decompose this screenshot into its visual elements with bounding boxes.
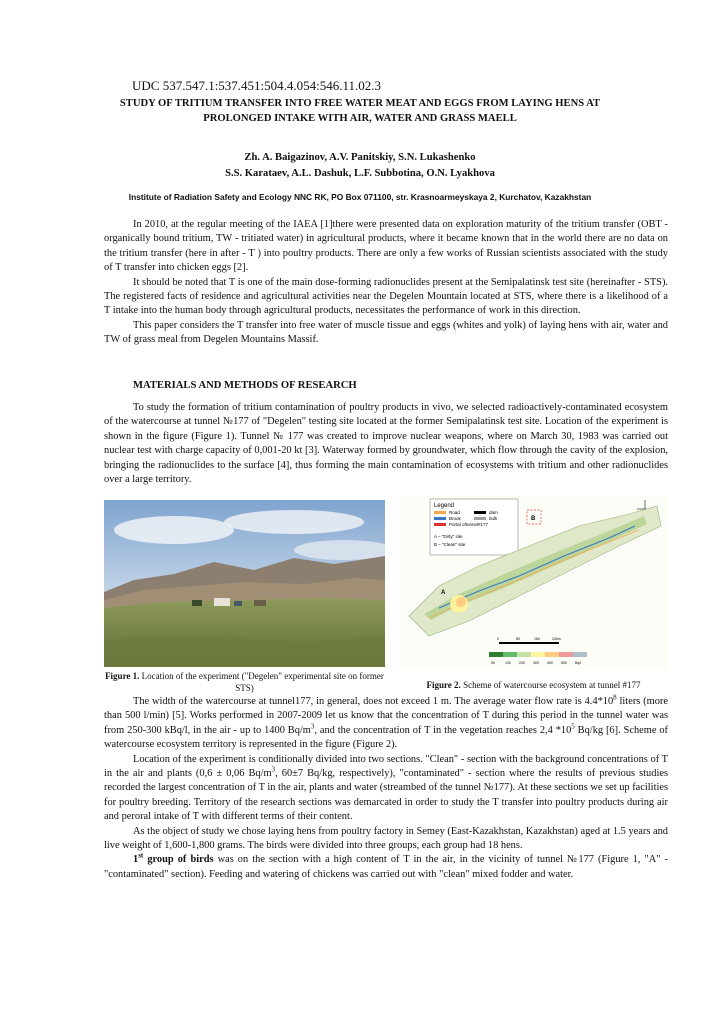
legend-brook: Brook bbox=[449, 516, 461, 521]
intro-paragraph-2: It should be noted that T is one of the main dose-forming radionuclides present at the Semipalatinsk test site (hereinafter - STS). The registered facts of residence and agricultural activities near the Degelen Mountain located at STS, where there is a likelihood of a T intake into the human body through agricultural products, necessitates the performance of work in this direction. bbox=[104, 276, 668, 317]
colorbar-label-2: 200 bbox=[519, 661, 525, 665]
figure-1-caption-text: Location of the experiment ("Degelen" experimental site on former STS) bbox=[141, 671, 384, 693]
colorbar-label-1: 100 bbox=[505, 661, 511, 665]
map-legend-title: Legend bbox=[434, 503, 455, 509]
legend-site-a: A – "Dirty" site bbox=[434, 534, 463, 539]
site-b-marker: B bbox=[531, 516, 536, 522]
intro-paragraph-1: In 2010, at the regular meeting of the IAEA [1]there were presented data on exploration maturity of the tritium transfer (OBT - organically bound tritium, TW - tritiated water) in agricultural products, where it became known that in the world there are no data on the tritium transfer (here in after - T ) into poultry products. There are only a few works of Russian scientists associated with the study of T transfer into chicken eggs [2]. bbox=[104, 219, 668, 274]
methods-section bbox=[104, 401, 668, 487]
section-heading-methods: MATERIALS AND METHODS OF RESEARCH bbox=[133, 380, 357, 391]
group-1-paragraph: 1st group of birds was on the section with a high content of T in the air, in the vicinity of tunnel №177 (Figure 1, "A" - "contaminated" section). Feeding and watering of chickens was carried out with "clean" mixed fodder and water. bbox=[104, 852, 668, 880]
site-a-marker: A bbox=[441, 590, 446, 596]
figure-2-map bbox=[399, 496, 668, 670]
figure-2-label: Figure 2. bbox=[426, 680, 461, 690]
figure-2-caption bbox=[399, 679, 668, 691]
legend-site-b: B – "Clean" site bbox=[434, 542, 466, 547]
methods-paragraph-1: To study the formation of tritium contamination of poultry products in vivo, we selected radioactively-contaminated ecosystem of the watercourse at tunnel №177 of "Degelen" testing site located at the former Semipalatinsk test site. Location of the experiment is shown in the figure (Figure 1). Tunnel № 177 was created to improve nuclear weapons, where on March 30, 1983 was carried out nuclear test with charge capacity of 0,001-20 kt [3]. Waterway formed by groundwater, which flow through the cavity of the explosion, bringing the radionuclides to the surface [4], thus forming the main contamination of ecosystems with tritium and other radionuclides over a large territory. bbox=[104, 402, 668, 486]
intro-paragraph-3: This paper considers the T transfer into free water of muscle tissue and eggs (whites and yolk) of laying hens with air, water and TW of grass meal from Degelen Mountains Massif. bbox=[104, 319, 668, 346]
watercourse-scheme-image bbox=[399, 496, 668, 670]
udc-code: UDC 537.547.1:537.451:504.4.054:546.11.02.3 bbox=[132, 78, 382, 93]
landscape-photo-image bbox=[104, 500, 385, 667]
legend-road: Road bbox=[449, 510, 460, 515]
introduction bbox=[104, 218, 668, 348]
legend-dam: dam bbox=[489, 510, 498, 515]
scale-label-3: 240m bbox=[552, 637, 561, 641]
results-paragraph-1: The width of the watercourse at tunnel177, in general, does not exceed 1 m. The average water flow rate is $4.4*10^8$ liters (more than 500 l/min) [5]. Works performed in 2007-2009 let us know that the concentration of T during this period in the tunnel water was from 250-300 kBq/l, in the air - up to 1400 $Bq/m^3$, and the concentration of T in the vegetation reaches 2,4 $*10^5$ Bq/kg [6]. Scheme of watercourse ecosystem territory is represented in the figure (Figure 2). bbox=[104, 693, 668, 751]
figure-1-label: Figure 1. bbox=[105, 671, 140, 681]
authors-line-1: Zh. A. Baigazinov, A.V. Panitskiy, S.N. Lukashenko bbox=[244, 152, 476, 163]
colorbar-label-0: 50 bbox=[491, 661, 495, 665]
paper-title: STUDY OF TRITIUM TRANSFER INTO FREE WATER MEAT AND EGGS FROM LAYING HENS AT PROLONGED INTAKE WITH AIR, WATER AND GRASS MAELL bbox=[119, 98, 601, 124]
scale-label-1: 80 bbox=[516, 637, 520, 641]
colorbar-label-6: Bq/l bbox=[575, 661, 582, 665]
results-paragraph-2: Location of the experiment is conditionally divided into two sections. "Clean" - section with the background concentrations of T in the air and plants (0,6 ± 0,06 $Bq/m^3$, 60±7 Bq/kg, respectively), "contaminated" - section where the results of previous studies recorded the largest concentration of T in the air, plants and water (streambed of the tunnel №177). At these sections we set up facilities for poultry breeding. Territory of the research sections was demarcated in order to study the T transfer into poultry products during air and peroral intake of T with different terms of their content. bbox=[104, 753, 668, 823]
colorbar-label-4: 400 bbox=[547, 661, 553, 665]
scale-label-2: 160 bbox=[534, 637, 540, 641]
authors-line-2: S.S. Karataev, A.L. Dashuk, L.F. Subbotina, O.N. Lyakhova bbox=[225, 168, 495, 179]
colorbar-label-5: 500 bbox=[561, 661, 567, 665]
figure-1-caption bbox=[104, 670, 385, 694]
colorbar-label-3: 300 bbox=[533, 661, 539, 665]
results-paragraph-3: As the object of study we chose laying hens from poultry factory in Semey (East-Kazakhstan, Kazakhstan) aged at 1.5 years and live weight of 1,600-1,800 grams. The birds were divided into three groups, each group had 18 hens. bbox=[104, 825, 668, 852]
legend-portal: Portal oftunnel#177 bbox=[449, 522, 489, 527]
scale-label-0: 0 bbox=[497, 637, 499, 641]
results-section bbox=[104, 695, 668, 882]
affiliation: Institute of Radiation Safety and Ecology NNC RK, PO Box 071100, str. Krasnoarmeyskaya 2, Kurchatov, Kazakhstan bbox=[128, 192, 592, 202]
authors bbox=[100, 150, 620, 182]
figure-2-caption-text: Scheme of watercourse ecosystem at tunnel #177 bbox=[463, 680, 641, 690]
legend-bulk: bulk bbox=[489, 516, 498, 521]
figure-1-photo bbox=[104, 500, 385, 667]
